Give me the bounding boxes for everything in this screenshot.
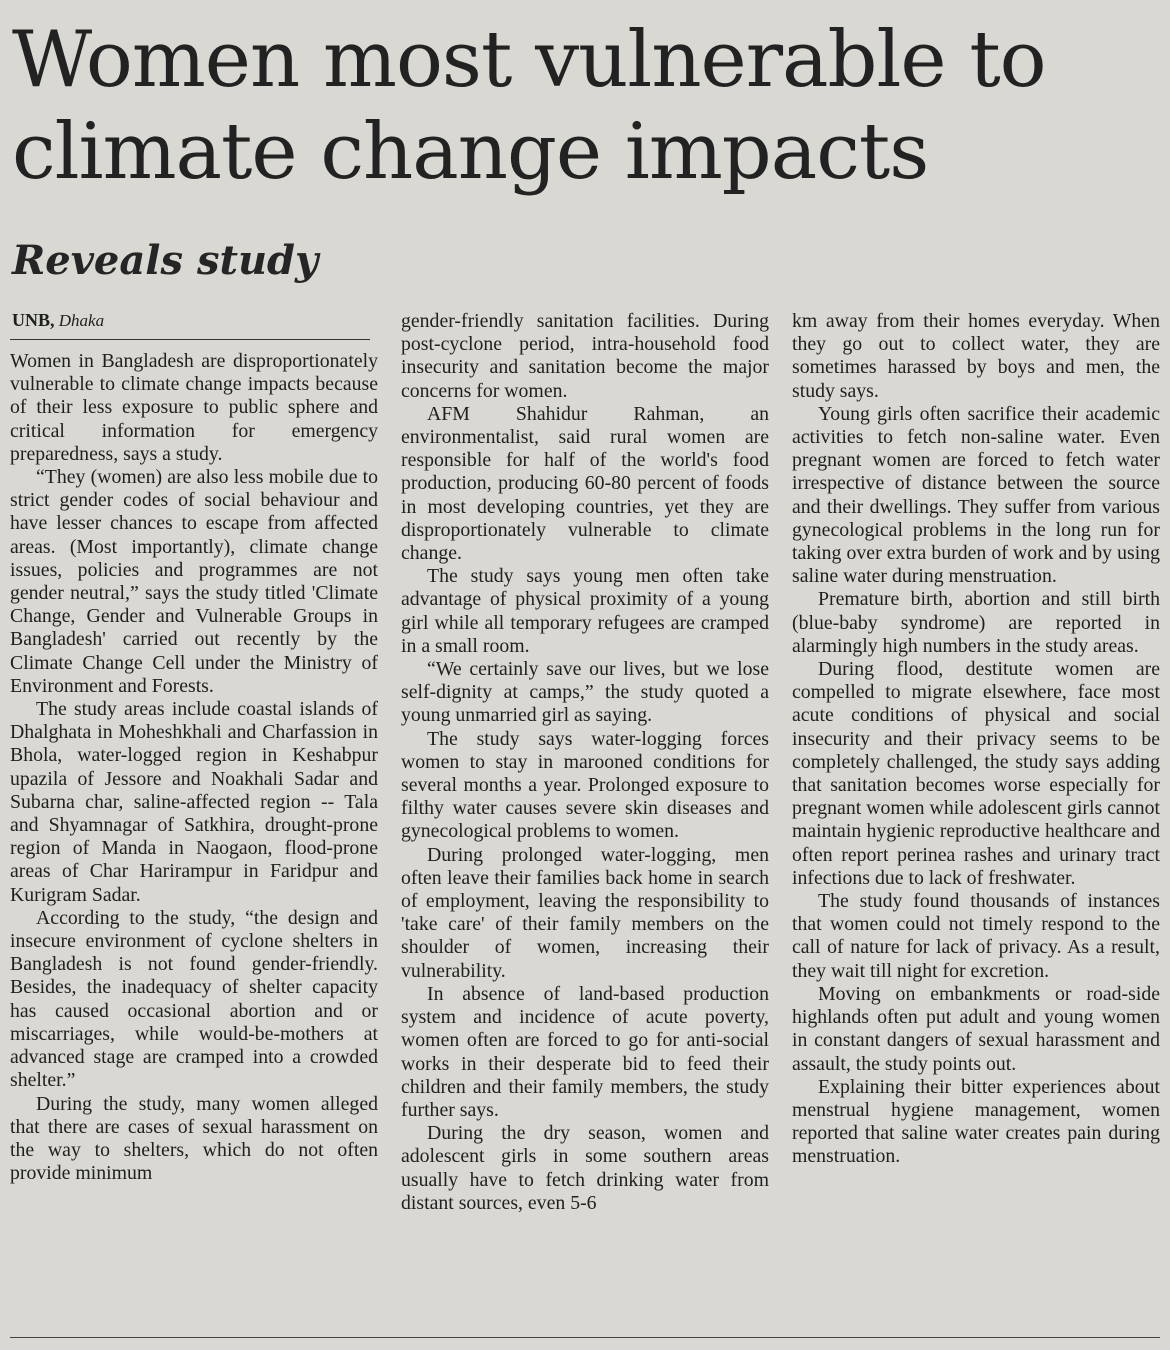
bottom-divider	[10, 1337, 1160, 1338]
paragraph: “We certainly save our lives, but we lose self-dignity at camps,” the study quoted a young unmarried girl as saying.	[401, 658, 769, 727]
byline	[12, 308, 378, 333]
article-column-1	[10, 308, 378, 1185]
paragraph: Young girls often sacrifice their academic activities to fetch non-saline water. Even pregnant women are forced to fetch water irrespective of distance between the source and their dwellings. They suffer from various gynecological problems in the long run for taking over extra burden of work and by using saline water during menstruation.	[792, 402, 1160, 588]
byline-place: Dhaka	[58, 311, 105, 330]
paragraph: AFM Shahidur Rahman, an environmentalist, said rural women are responsible for half of the world's food production, producing 60-80 percent of foods in most developing countries, yet they are disproportionately vulnerable to climate change.	[401, 402, 769, 565]
paragraph: gender-friendly sanitation facilities. During post-cyclone period, intra-household food insecurity and sanitation become the major concerns for women.	[401, 310, 769, 402]
paragraph: During flood, destitute women are compelled to migrate elsewhere, face most acute conditions of physical and social insecurity and their privacy seems to be completely challenged, the study says adding that sanitation becomes worse especially for pregnant women while adolescent girls cannot maintain hygienic reproductive healthcare and often report perinea rashes and urinary tract infections due to lack of freshwater.	[792, 658, 1160, 889]
headline: Women most vulnerable to climate change impacts	[12, 15, 1046, 197]
subheadline: Reveals study	[12, 237, 319, 284]
paragraph: During the dry season, women and adolescent girls in some southern areas usually have to fetch drinking water from distant sources, even 5-6	[401, 1122, 769, 1214]
paragraph: Explaining their bitter experiences about menstrual hygiene management, women reported that saline water creates pain during menstruation.	[792, 1075, 1160, 1168]
paragraph: Women in Bangladesh are disproportionately vulnerable to climate change impacts because of their less exposure to public sphere and critical information for emergency preparedness, says a study.	[10, 350, 378, 465]
paragraph: According to the study, “the design and insecure environment of cyclone shelters in Bangladesh is not found gender-friendly. Besides, the inadequacy of shelter capacity has caused occasional abortion and or miscarriages, while would-be-mothers at advanced stage are cramped into a crowded shelter.”	[10, 906, 378, 1092]
byline-divider	[10, 339, 370, 340]
article-column-3	[792, 310, 1160, 1169]
paragraph: The study says water-logging forces women to stay in marooned conditions for several months a year. Prolonged exposure to filthy water causes severe skin diseases and gynecological problems to women.	[401, 727, 769, 843]
paragraph: The study says young men often take advantage of physical proximity of a young girl while all temporary refugees are cramped in a small room.	[401, 565, 769, 657]
paragraph: During prolonged water-logging, men often leave their families back home in search of employment, leaving the responsibility to 'take care' of their family members on the shoulder of women, increasing their vulnerability.	[401, 843, 769, 982]
paragraph: In absence of land-based production system and incidence of acute poverty, women often are forced to go for anti-social works in their desperate bid to feed their children and their family members, the study further says.	[401, 982, 769, 1121]
paragraph: The study found thousands of instances that women could not timely respond to the call of nature for lack of privacy. As a result, they wait till night for excretion.	[792, 890, 1160, 982]
paragraph: The study areas include coastal islands of Dhalghata in Moheshkhali and Charfassion in Bhola, water-logged region in Keshabpur upazila of Jessore and Noakhali Sadar and Subarna char, saline-affected region -- Tala and Shyamnagar of Satkhira, drought-prone region of Manda in Naogaon, flood-prone areas of Char Harirampur in Faridpur and Kurigram Sadar.	[10, 698, 378, 906]
paragraph: During the study, many women alleged that there are cases of sexual harassment on the way to shelters, which do not often provide minimum	[10, 1092, 378, 1185]
paragraph: Premature birth, abortion and still birth (blue-baby syndrome) are reported in alarmingly high numbers in the study areas.	[792, 588, 1160, 657]
byline-agency: UNB,	[12, 310, 55, 330]
article-column-2	[401, 310, 769, 1215]
paragraph: “They (women) are also less mobile due to strict gender codes of social behaviour and have lesser chances to escape from affected areas. (Most importantly), climate change issues, policies and programmes are not gender neutral,” says the study titled 'Climate Change, Gender and Vulnerable Groups in Bangladesh' carried out recently by the Climate Change Cell under the Ministry of Environment and Forests.	[10, 466, 378, 697]
paragraph: Moving on embankments or road-side highlands often put adult and young women in constant dangers of sexual harassment and assault, the study points out.	[792, 982, 1160, 1075]
paragraph: km away from their homes everyday. When they go out to collect water, they are sometimes harassed by boys and men, the study says.	[792, 310, 1160, 402]
